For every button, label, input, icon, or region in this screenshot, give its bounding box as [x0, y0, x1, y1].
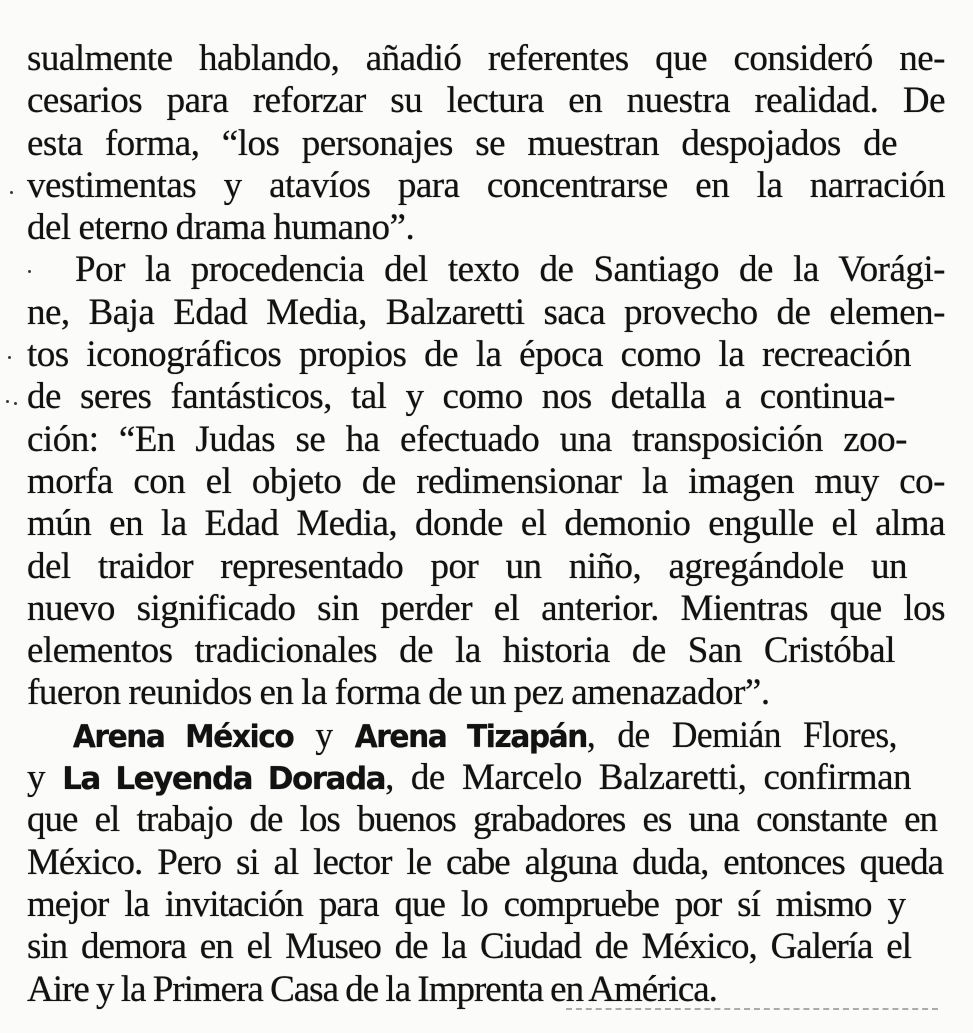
text-line: elementos tradicionales de la historia de San Cristóbal [27, 630, 895, 672]
text-fragment: y [27, 757, 63, 799]
text-line: mún en la Edad Media, donde el demonio engulle el alma [27, 503, 945, 545]
text-line: fueron reunidos en la forma de un pez amenazador”. [27, 672, 770, 714]
text-line: Por la procedencia del texto de Santiago de la Vorági- [75, 249, 945, 291]
text-line: sin demora en el Museo de la Ciudad de México, Galería el [27, 926, 911, 968]
text-line [27, 757, 911, 799]
text-line: sualmente hablando, añadió referentes que consideró ne- [27, 38, 945, 79]
text-line: esta forma, “los personajes se muestran despojados de [27, 122, 897, 164]
artwork-title: La Leyenda Dorada [62, 761, 386, 798]
text-line: del eterno drama humano”. [27, 207, 415, 249]
paragraph-1 [27, 38, 945, 249]
article-column [27, 38, 945, 1011]
text-line [27, 715, 897, 757]
scan-speck [6, 400, 9, 403]
text-line: ción: “En Judas se ha efectuado una transposición zoo- [27, 418, 907, 460]
text-fragment: , de Demián Flores, [586, 714, 897, 756]
scan-speck [28, 270, 31, 273]
paragraph-3 [27, 715, 945, 1011]
text-line: cesarios para reforzar su lectura en nuestra realidad. De [27, 80, 945, 122]
text-line: Aire y la Primera Casa de la Imprenta en América. [27, 968, 717, 1010]
text-line: México. Pero si al lector le cabe alguna duda, entonces queda [27, 841, 943, 883]
artwork-title: Arena Tizapán [354, 718, 587, 755]
text-line: que el trabajo de los buenos grabadores es una constante en [27, 799, 937, 841]
text-line: de seres fantásticos, tal y como nos detalla a continua- [27, 376, 895, 418]
text-line: mejor la invitación para que lo compruebe por sí mismo y [27, 883, 905, 925]
paragraph-2 [27, 249, 945, 714]
artwork-title: Arena México [72, 718, 294, 755]
text-line: morfa con el objeto de redimensionar la imagen muy co- [27, 460, 945, 502]
text-fragment: y [293, 714, 355, 756]
text-fragment: , de Marcelo Balzaretti, confirman [385, 757, 911, 799]
text-line: ne, Baja Edad Media, Balzaretti saca provecho de elemen- [27, 291, 945, 333]
text-line: tos iconográficos propios de la época como la recreación [27, 334, 911, 376]
bottom-dashed-rule [566, 1008, 938, 1010]
scan-speck [10, 191, 13, 194]
scan-speck [14, 402, 17, 405]
text-line: del traidor representado por un niño, agregándole un [27, 545, 907, 587]
text-line: nuevo significado sin perder el anterior. Mientras que los [27, 587, 945, 629]
scan-speck [8, 356, 11, 359]
text-line: vestimentas y atavíos para concentrarse en la narración [27, 164, 945, 206]
